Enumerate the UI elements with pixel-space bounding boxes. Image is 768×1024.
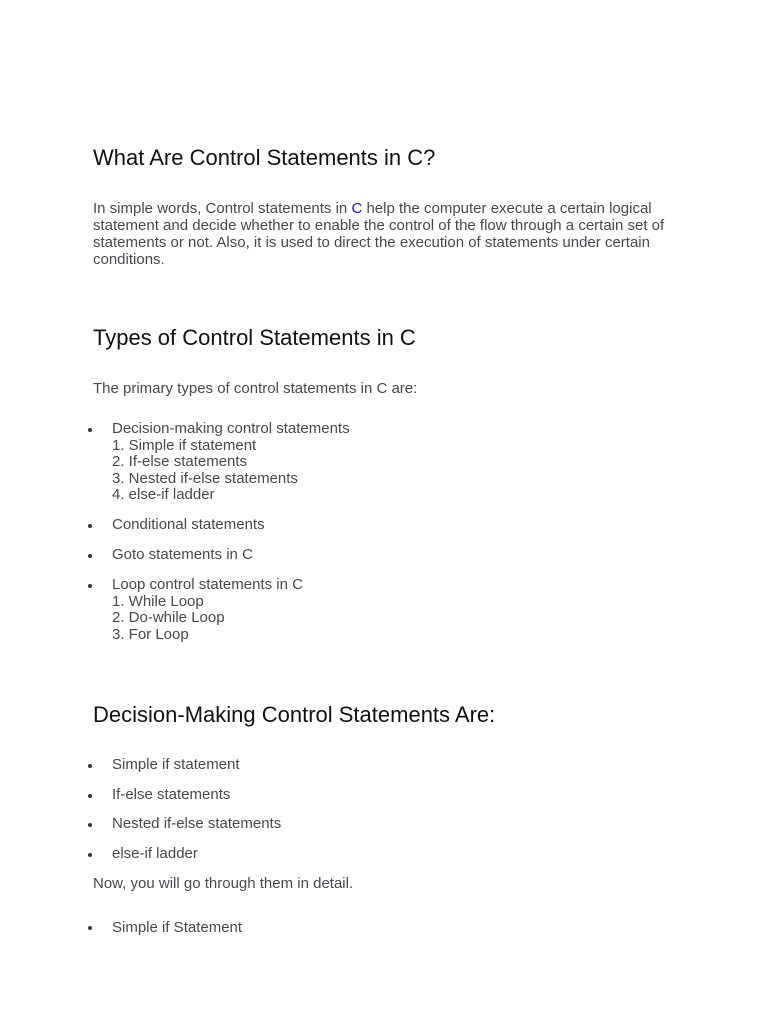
list-item-label: Simple if Statement (112, 919, 243, 936)
detail-list (93, 920, 683, 937)
intro-text-start: In simple words, Control statements in (93, 200, 352, 217)
bullet-icon (88, 554, 92, 558)
outro-paragraph: Now, you will go through them in detail. (93, 875, 354, 892)
list-item (93, 787, 683, 804)
list-item-label: else-if ladder (112, 844, 198, 862)
types-list (93, 421, 683, 644)
list-item (93, 421, 683, 504)
list-item (93, 517, 683, 534)
list-item (93, 816, 683, 833)
bullet-icon (88, 764, 92, 768)
bullet-icon (88, 584, 92, 588)
heading-decision-making-statements: Decision-Making Control Statements Are: (93, 702, 496, 727)
list-item-label: Loop control statements in C (112, 576, 303, 594)
bullet-icon (88, 926, 92, 930)
decision-making-list (93, 757, 683, 862)
heading-types-of-control-statements: Types of Control Statements in C (93, 325, 416, 350)
sub-item: 3. For Loop (112, 625, 189, 643)
list-item-label: If-else statements (112, 785, 231, 803)
types-intro: The primary types of control statements in C are: (93, 380, 418, 397)
list-item-label: Conditional statements (112, 515, 265, 533)
list-item-label: Nested if-else statements (112, 815, 282, 833)
list-item (93, 577, 683, 643)
list-item (93, 757, 683, 774)
bullet-icon (88, 853, 92, 857)
heading-what-are-control-statements: What Are Control Statements in C? (93, 145, 436, 170)
list-item (93, 547, 683, 564)
intro-paragraph (93, 200, 683, 268)
sub-item: 2. Do-while Loop (112, 609, 225, 627)
list-item-label: Simple if statement (112, 756, 240, 773)
sub-item: 1. While Loop (112, 592, 204, 610)
list-item-label: Decision-making control statements (112, 420, 350, 437)
list-item (93, 846, 683, 863)
bullet-icon (88, 428, 92, 432)
list-item-label: Goto statements in C (112, 545, 253, 563)
list-item (93, 920, 683, 937)
sub-item: 1. Simple if statement (112, 436, 257, 454)
bullet-icon (88, 794, 92, 798)
c-language-link[interactable]: C (351, 200, 363, 217)
sub-item: 3. Nested if-else statements (112, 469, 298, 487)
sub-item: 4. else-if ladder (112, 486, 215, 504)
bullet-icon (88, 524, 92, 528)
bullet-icon (88, 823, 92, 827)
intro-text-end: help the computer execute a certain logical statement and decide whether to enable the control of the flow through a certain set of statements or not. Also, it is used to direct the execution of statements under certain conditions. (93, 200, 665, 268)
sub-item: 2. If-else statements (112, 453, 248, 471)
